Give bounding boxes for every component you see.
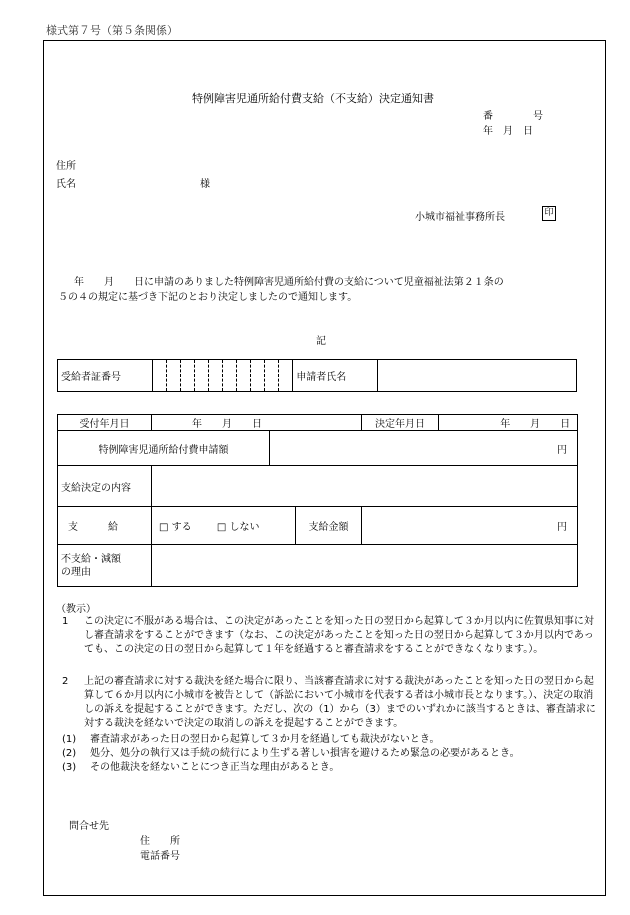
notes-heading: （教示） bbox=[56, 604, 96, 615]
recipient-no-digit[interactable] bbox=[194, 360, 208, 392]
sub-note-number: (2) bbox=[62, 748, 77, 759]
reason-label-line-2: の理由 bbox=[61, 566, 91, 578]
decision-content-label: 支給決定の内容 bbox=[58, 466, 152, 507]
recipient-no-digit[interactable] bbox=[279, 360, 293, 392]
note-text: 上記の審査請求に対する裁決を経た場合に限り、当該審査請求に対する裁決があったことを知った日の翌日から起算して６か月以内に小城市を被告として（訴訟において小城市を代表する者は小城市長となります。）、決定の取消しの訴えを提起することができます。ただし、次の（1）から（3）までのいずれかに該当するときは、審査請求に対する裁決を経ないで決定の取消しの訴えを提起することができます。 bbox=[84, 676, 596, 729]
address-label: 住所 bbox=[56, 161, 76, 172]
yen-unit: 円 bbox=[557, 522, 567, 533]
yen-unit: 円 bbox=[557, 444, 567, 456]
number-line: 番 号 bbox=[483, 111, 543, 122]
recipient-no-digit[interactable] bbox=[237, 360, 251, 392]
decision-table bbox=[57, 414, 578, 587]
date-line: 年 月 日 bbox=[483, 126, 533, 137]
contact-phone-label: 電話番号 bbox=[140, 851, 180, 862]
receipt-date-value[interactable]: 年 月 日 bbox=[152, 415, 362, 431]
recipient-no-label: 受給者証番号 bbox=[58, 360, 153, 392]
payment-no-option[interactable]: □ しない bbox=[216, 522, 260, 533]
seal-text: 印 bbox=[542, 206, 556, 221]
reason-label bbox=[58, 545, 152, 587]
payment-yes-option[interactable]: □ する bbox=[159, 522, 192, 533]
payment-label: 支 給 bbox=[58, 507, 152, 545]
reason-label-line-1: 不支給・減額 bbox=[61, 553, 121, 565]
sub-note-text: その他裁決を経ないことにつき正当な理由があるとき。 bbox=[90, 762, 340, 773]
note-text: この決定に不服がある場合は、この決定があったことを知った日の翌日から起算して３か月以内に佐賀県知事に対し審査請求をすることができます（なお、この決定があったことを知った日の翌日から起算して３か月以内であっても、この決定の日の翌日から起算して１年を経過すると審査請求をすることができなくなります。）。 bbox=[84, 616, 594, 655]
note-number: 2 bbox=[62, 676, 69, 687]
decision-date-cell bbox=[362, 415, 578, 431]
recipient-no-digit[interactable] bbox=[251, 360, 265, 392]
contact-heading: 問合せ先 bbox=[69, 821, 109, 832]
sub-note-text: 審査請求があった日の翌日から起算して３か月を経過しても裁決がないとき。 bbox=[90, 734, 440, 745]
decision-content-field[interactable] bbox=[152, 466, 578, 507]
name-label: 氏名 bbox=[56, 179, 76, 190]
recipient-no-digit[interactable] bbox=[166, 360, 180, 392]
ki-heading: 記 bbox=[316, 336, 326, 347]
sub-note-3 bbox=[62, 761, 602, 775]
sub-note-1 bbox=[62, 733, 602, 747]
decision-date-label: 決定年月日 bbox=[362, 415, 439, 430]
payment-options bbox=[152, 507, 296, 545]
contact-address-label: 住 所 bbox=[140, 836, 180, 847]
application-amount-label: 特例障害児通所給付費申請額 bbox=[58, 431, 270, 466]
recipient-no-digit[interactable] bbox=[208, 360, 222, 392]
receipt-date-label: 受付年月日 bbox=[58, 415, 152, 431]
applicant-name-field[interactable] bbox=[377, 360, 576, 392]
recipient-no-digit[interactable] bbox=[222, 360, 236, 392]
applicant-name-label: 申請者氏名 bbox=[293, 360, 377, 392]
amount-label: 支給金額 bbox=[296, 507, 362, 545]
application-amount-field[interactable] bbox=[270, 431, 578, 466]
sub-note-number: (3) bbox=[62, 762, 77, 773]
body-line-1: 年 月 日に申請のありました特例障害児通所給付費の支給について児童福祉法第２１条の bbox=[64, 277, 504, 288]
sub-note-number: (1) bbox=[62, 734, 77, 745]
reason-field[interactable] bbox=[152, 545, 578, 587]
amount-field[interactable] bbox=[362, 507, 578, 545]
honorific: 様 bbox=[200, 179, 210, 190]
recipient-no-digit[interactable] bbox=[180, 360, 194, 392]
note-1 bbox=[62, 615, 602, 657]
document-title: 特例障害児通所給付費支給（不支給）決定通知書 bbox=[192, 92, 434, 105]
body-paragraph bbox=[58, 276, 584, 305]
sub-note-text: 処分、処分の執行又は手続の続行により生ずる著しい損害を避けるため緊急の必要があるとき。 bbox=[90, 748, 520, 759]
recipient-no-digit[interactable] bbox=[152, 360, 166, 392]
note-number: 1 bbox=[62, 616, 69, 627]
recipient-table bbox=[57, 359, 577, 392]
body-line-2: ５の４の規定に基づき下記のとおり決定しましたので通知します。 bbox=[58, 291, 358, 303]
form-label: 様式第７号（第５条関係） bbox=[46, 24, 178, 37]
note-2 bbox=[62, 675, 602, 731]
decision-date-value[interactable]: 年 月 日 bbox=[500, 419, 571, 430]
issuer-name: 小城市福祉事務所長 bbox=[415, 212, 505, 223]
seal-mark bbox=[542, 206, 556, 221]
recipient-no-digit[interactable] bbox=[265, 360, 279, 392]
sub-note-2 bbox=[62, 747, 602, 761]
